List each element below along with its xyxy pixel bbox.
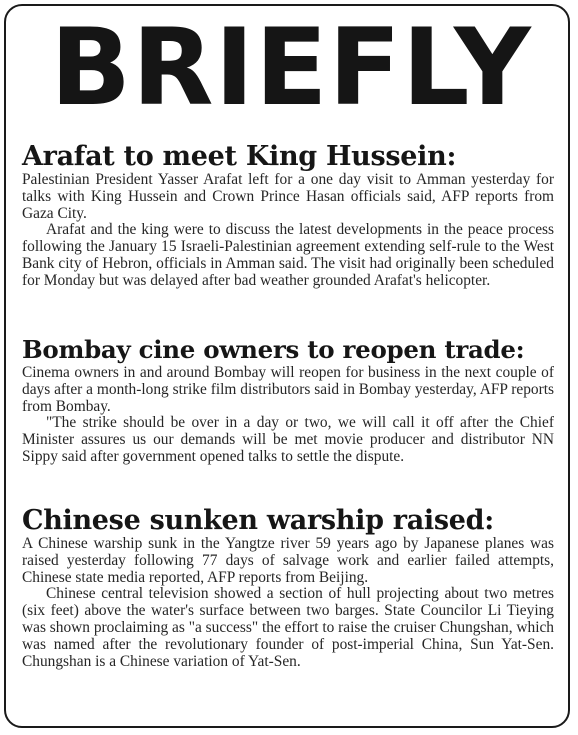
story-headline: Arafat to meet King Hussein: bbox=[22, 141, 457, 172]
story-headline: Chinese sunken warship raised: bbox=[22, 505, 494, 536]
story-warship bbox=[22, 506, 554, 670]
story-paragraph: Cinema owners in and around Bombay will reopen for business in the next couple of days after a month-long strike film distributors said in Bombay yesterday, AFP reports from Bombay. bbox=[22, 364, 554, 415]
story-paragraph: A Chinese warship sunk in the Yangtze river 59 years ago by Japanese planes was raised yesterday following 77 days of salvage work and earlier failed attempts, Chinese state media reported, AFP reports from Beijing. bbox=[22, 535, 554, 586]
masthead-title: BRIEFLY bbox=[50, 6, 532, 129]
story-paragraph: Arafat and the king were to discuss the latest developments in the peace process following the January 15 Israeli-Palestinian agreement extending self-rule to the West Bank city of Hebron, officials in Amman said. The visit had originally been scheduled for Monday but was delayed after bad weather grounded Arafat's helicopter. bbox=[22, 221, 554, 289]
story-paragraph: Chinese central television showed a section of hull projecting about two metres (six feet) above the water's surface between two barges. State Councilor Li Tieying was shown proclaiming as "a success" the effort to raise the cruiser Chungshan, which was named after the revolutionary founder of post-imperial China, Sun Yat-Sen. Chungshan is a Chinese variation of Yat-Sen. bbox=[22, 585, 555, 670]
story-paragraph: Palestinian President Yasser Arafat left for a one day visit to Amman yesterday for talks with King Hussein and Crown Prince Hasan officials said, AFP reports from Gaza City. bbox=[22, 171, 554, 222]
story-bombay bbox=[22, 335, 554, 466]
story-arafat bbox=[22, 142, 554, 290]
story-paragraph: "The strike should be over in a day or two, we will call it off after the Chief Minister assures us our demands will be met movie producer and distributor NN Sippy said after government opened talks to settle the dispute. bbox=[22, 414, 554, 465]
story-headline: Bombay cine owners to reopen trade: bbox=[22, 335, 525, 364]
